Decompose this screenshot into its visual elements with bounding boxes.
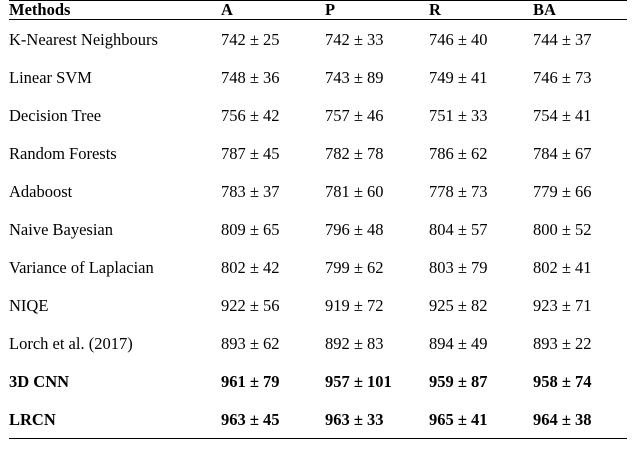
cell-ba: 893 ± 22: [533, 334, 592, 354]
cell-r: 749 ± 41: [429, 68, 488, 88]
cell-method: Linear SVM: [9, 68, 92, 88]
cell-r: 746 ± 40: [429, 30, 488, 50]
table-row: [9, 20, 627, 58]
cell-a: 748 ± 36: [221, 68, 280, 88]
results-table: [9, 0, 627, 439]
table-header-row: [9, 1, 627, 20]
cell-method: K-Nearest Neighbours: [9, 30, 158, 50]
column-header-methods: Methods: [9, 0, 71, 19]
cell-r: 959 ± 87: [429, 372, 488, 392]
cell-ba: 800 ± 52: [533, 220, 592, 240]
cell-a: 783 ± 37: [221, 182, 280, 202]
cell-a: 742 ± 25: [221, 30, 280, 50]
table-row: [9, 362, 627, 400]
cell-p: 781 ± 60: [325, 182, 384, 202]
cell-p: 892 ± 83: [325, 334, 384, 354]
cell-p: 742 ± 33: [325, 30, 384, 50]
table-bottom-rule: [9, 439, 627, 440]
cell-ba: 779 ± 66: [533, 182, 592, 202]
cell-r: 751 ± 33: [429, 106, 488, 126]
column-header-p: P: [325, 0, 336, 19]
cell-ba: 746 ± 73: [533, 68, 592, 88]
table-row: [9, 210, 627, 248]
cell-r: 778 ± 73: [429, 182, 488, 202]
cell-r: 786 ± 62: [429, 144, 488, 164]
cell-p: 796 ± 48: [325, 220, 384, 240]
cell-a: 963 ± 45: [221, 410, 280, 430]
cell-method: Decision Tree: [9, 106, 102, 126]
cell-p: 782 ± 78: [325, 144, 384, 164]
cell-method: NIQE: [9, 296, 49, 316]
cell-ba: 784 ± 67: [533, 144, 592, 164]
cell-p: 963 ± 33: [325, 410, 384, 430]
cell-a: 787 ± 45: [221, 144, 280, 164]
cell-ba: 802 ± 41: [533, 258, 592, 278]
cell-a: 809 ± 65: [221, 220, 280, 240]
cell-method: LRCN: [9, 410, 56, 430]
cell-p: 957 ± 101: [325, 372, 392, 392]
cell-method: 3D CNN: [9, 372, 70, 392]
cell-method: Naive Bayesian: [9, 220, 114, 240]
cell-ba: 958 ± 74: [533, 372, 592, 392]
table-row: [9, 134, 627, 172]
cell-a: 922 ± 56: [221, 296, 280, 316]
table-row: [9, 58, 627, 96]
cell-ba: 754 ± 41: [533, 106, 592, 126]
cell-method: Random Forests: [9, 144, 117, 164]
cell-method: Variance of Laplacian: [9, 258, 154, 278]
table-row: [9, 248, 627, 286]
table-row: [9, 286, 627, 324]
table-row: [9, 96, 627, 134]
table-row: [9, 172, 627, 210]
cell-p: 743 ± 89: [325, 68, 384, 88]
cell-ba: 964 ± 38: [533, 410, 592, 430]
cell-method: Adaboost: [9, 182, 73, 202]
cell-a: 756 ± 42: [221, 106, 280, 126]
cell-p: 799 ± 62: [325, 258, 384, 278]
cell-method: Lorch et al. (2017): [9, 334, 133, 354]
cell-p: 757 ± 46: [325, 106, 384, 126]
cell-a: 802 ± 42: [221, 258, 280, 278]
column-header-r: R: [429, 0, 441, 19]
cell-a: 893 ± 62: [221, 334, 280, 354]
cell-ba: 744 ± 37: [533, 30, 592, 50]
cell-r: 803 ± 79: [429, 258, 488, 278]
cell-a: 961 ± 79: [221, 372, 280, 392]
table-row: [9, 400, 627, 439]
cell-r: 894 ± 49: [429, 334, 488, 354]
column-header-ba: BA: [533, 0, 556, 19]
cell-r: 925 ± 82: [429, 296, 488, 316]
cell-ba: 923 ± 71: [533, 296, 592, 316]
table-row: [9, 324, 627, 362]
cell-r: 804 ± 57: [429, 220, 488, 240]
cell-r: 965 ± 41: [429, 410, 488, 430]
column-header-a: A: [221, 0, 233, 19]
cell-p: 919 ± 72: [325, 296, 384, 316]
